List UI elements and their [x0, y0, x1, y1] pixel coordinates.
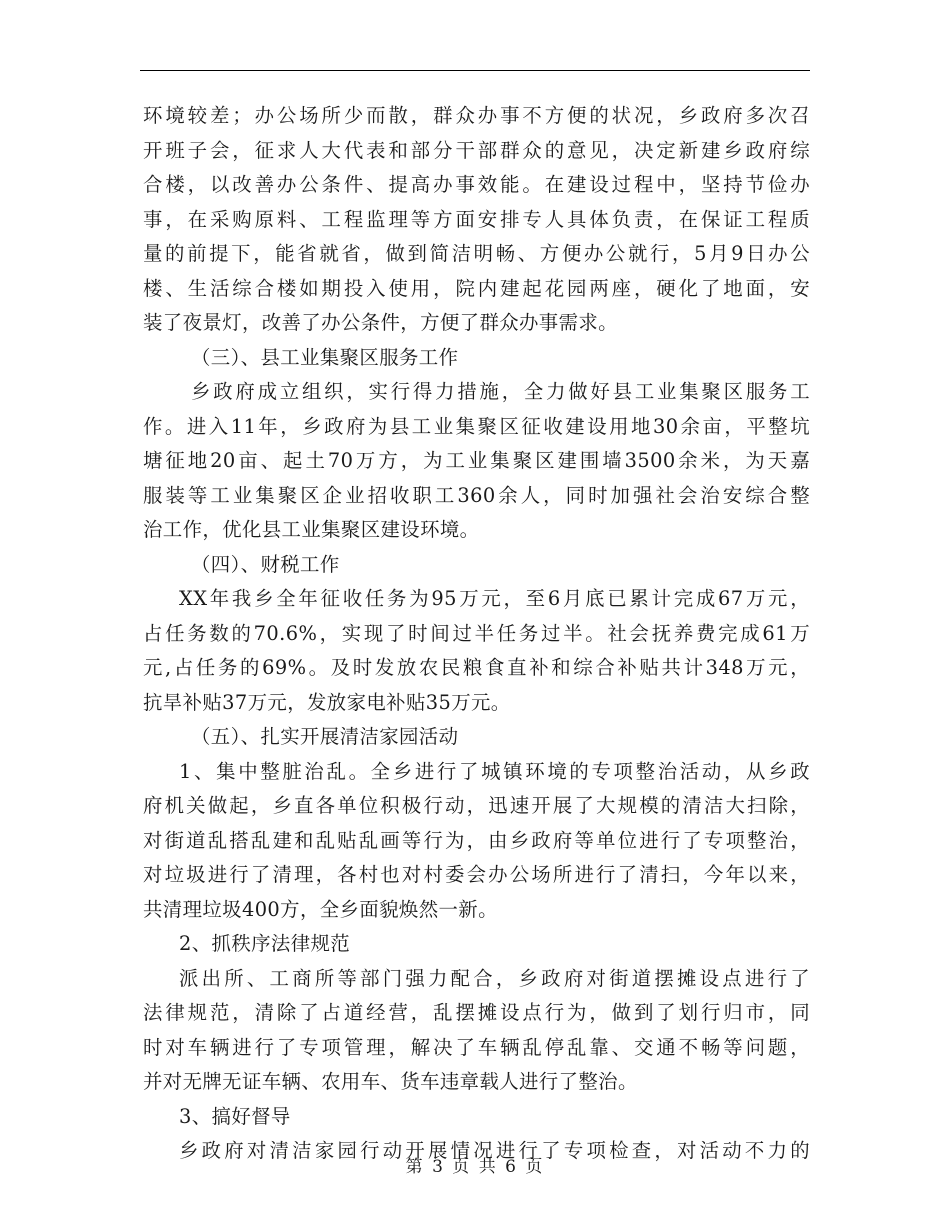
paragraph-line: 服装等工业集聚区企业招收职工360余人，同时加强社会治安综合整 — [143, 483, 810, 507]
section-heading: （四）、财税工作 — [191, 552, 340, 576]
paragraph-line: 1、集中整脏治乱。全乡进行了城镇环境的专项整治活动，从乡政 — [179, 759, 810, 783]
paragraph-line: 对街道乱搭乱建和乱贴乱画等行为，由乡政府等单位进行了专项整治， — [143, 828, 810, 852]
paragraph-line: 装了夜景灯，改善了办公条件，方便了群众办事需求。 — [143, 311, 618, 334]
section-heading: （三）、县工业集聚区服务工作 — [191, 345, 459, 369]
paragraph-line: 占任务数的70.6%，实现了时间过半任务过半。社会抚养费完成61万 — [143, 621, 810, 645]
document-body — [143, 99, 810, 1169]
paragraph-line: 并对无牌无证车辆、农用车、货车违章载人进行了整治。 — [143, 1070, 638, 1093]
paragraph-line: XX年我乡全年征收任务为95万元，至6月底已累计完成67万元， — [179, 587, 810, 610]
paragraph-line: 量的前提下，能省就省，做到简洁明畅、方便办公就行，5月9日办公 — [143, 242, 810, 265]
paragraph-line: 法律规范，清除了占道经营，乱摆摊设点行为，做到了划行归市，同 — [143, 1001, 810, 1024]
paragraph-line: 乡政府成立组织，实行得力措施，全力做好县工业集聚区服务工 — [191, 380, 810, 403]
paragraph-line: 府机关做起，乡直各单位积极行动，迅速开展了大规模的清洁大扫除， — [143, 794, 810, 817]
paragraph-line: 元,占任务的69%。及时发放农民粮食直补和综合补贴共计348万元， — [143, 656, 810, 679]
paragraph-line: 作。进入11年，乡政府为县工业集聚区征收建设用地30余亩，平整坑 — [143, 414, 810, 438]
paragraph-line: 塘征地20亩、起土70万方，为工业集聚区建围墙3500余米，为天嘉 — [143, 449, 810, 472]
paragraph-line: 楼、生活综合楼如期投入使用，院内建起花园两座，硬化了地面，安 — [143, 276, 810, 300]
paragraph-line: 合楼，以改善办公条件、提高办事效能。在建设过程中，坚持节俭办 — [143, 173, 810, 196]
header-rule — [140, 70, 810, 71]
paragraph-line: 派出所、工商所等部门强力配合，乡政府对街道摆摊设点进行了 — [179, 966, 810, 990]
page-number-footer: 第 3 页 共 6 页 — [405, 1157, 545, 1177]
paragraph-line: 对垃圾进行了清理，各村也对村委会办公场所进行了清扫，今年以来， — [143, 863, 810, 886]
paragraph-line: 乡政府对清洁家园行动开展情况进行了专项检查，对活动不力的 — [179, 1139, 810, 1162]
paragraph-line: 共清理垃圾400方，全乡面貌焕然一新。 — [143, 897, 498, 921]
paragraph-line: 事，在采购原料、工程监理等方面安排专人具体负责，在保证工程质 — [143, 207, 810, 231]
subheading-line: 2、抓秩序法律规范 — [179, 932, 351, 955]
paragraph-line: 开班子会，征求人大代表和部分干部群众的意见，决定新建乡政府综 — [143, 138, 810, 162]
paragraph-line: 环境较差；办公场所少而散，群众办事不方便的状况，乡政府多次召 — [143, 104, 810, 127]
subheading-line: 3、搞好督导 — [179, 1104, 291, 1128]
section-heading: （五）、扎实开展清洁家园活动 — [191, 725, 459, 748]
paragraph-line: 时对车辆进行了专项管理，解决了车辆乱停乱靠、交通不畅等问题， — [143, 1035, 810, 1059]
paragraph-line: 治工作，优化县工业集聚区建设环境。 — [143, 518, 480, 541]
paragraph-line: 抗旱补贴37万元，发放家电补贴35万元。 — [143, 690, 511, 714]
